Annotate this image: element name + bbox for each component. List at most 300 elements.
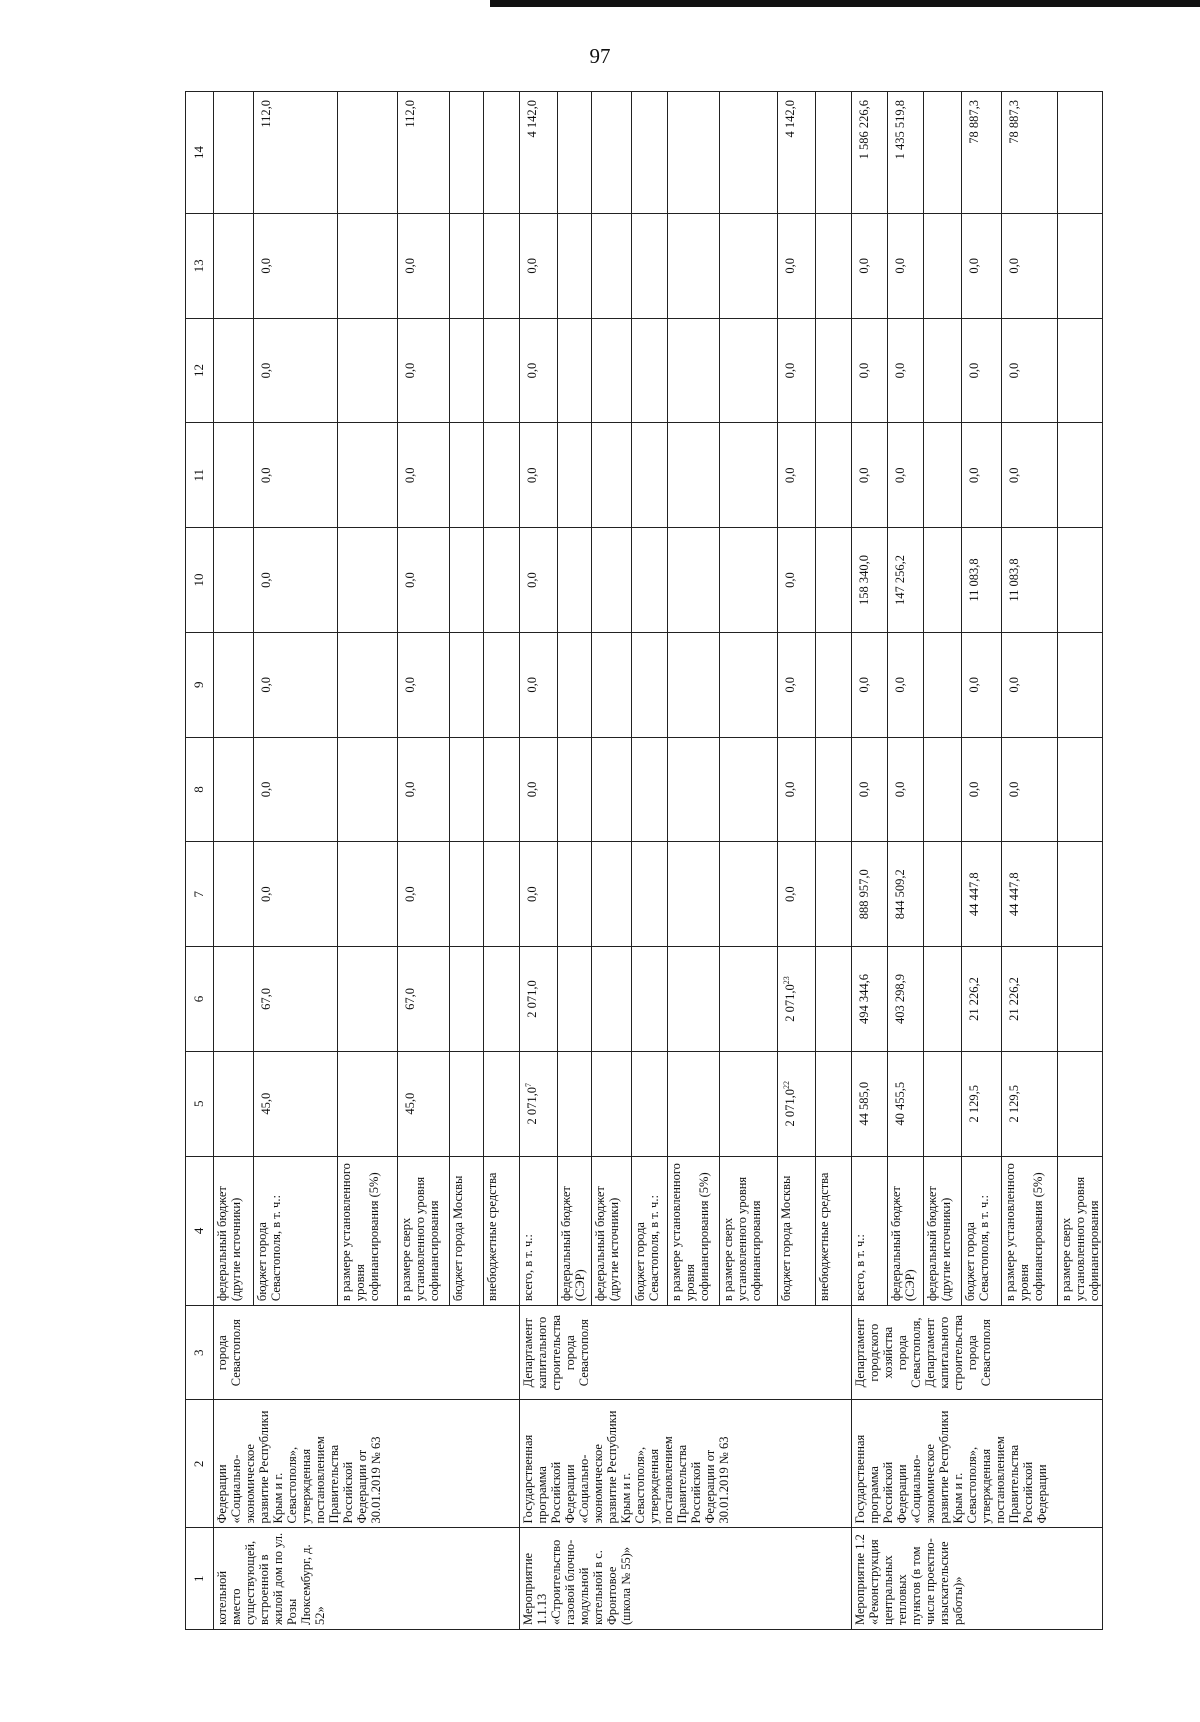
value-cell [632,318,668,423]
value-cell [888,842,924,947]
value-cell [668,1051,720,1156]
value-cell [1058,632,1103,737]
rotated-table-wrapper [185,91,1101,1630]
funding-source-label: всего, в т. ч.: [852,1156,888,1306]
block1-col3-cell: города Севастополя [214,1306,520,1400]
value-cell [1002,632,1058,737]
value-cell [558,1051,592,1156]
value-cell [484,632,520,737]
value-text: 0,0 [893,467,907,484]
value-cell [1058,842,1103,947]
value-cell [962,632,1002,737]
value-text: 888 957,0 [857,869,871,920]
block1-col1-cell: котельной вместо существующей, встроенной в жилой дом по ул. Розы Люксембург, д. 52» [214,1528,520,1630]
value-cell [484,528,520,633]
value-text: 0,0 [857,362,871,379]
value-text: 0,0 [403,676,417,693]
value-text: 2 071,0 [525,1086,540,1125]
value-cell [962,947,1002,1052]
value-text: 0,0 [403,467,417,484]
header-cell: 8 [186,737,214,842]
value-cell [816,947,852,1052]
value-cell [888,1051,924,1156]
value-text: 0,0 [1007,362,1021,379]
value-text: 0,0 [259,781,273,798]
value-text: 78 887,3 [967,100,981,144]
value-cell [1058,213,1103,318]
header-cell: 6 [186,947,214,1052]
value-cell [632,947,668,1052]
value-text: 67,0 [403,988,417,1010]
value-cell [254,842,338,947]
value-cell [398,318,450,423]
value-cell [1002,842,1058,947]
value-cell [214,1051,254,1156]
value-cell [1002,423,1058,528]
value-cell [214,528,254,633]
value-cell [398,947,450,1052]
value-text: 0,0 [525,362,539,379]
value-cell [338,213,398,318]
value-cell [632,632,668,737]
value-text: 0,0 [259,258,273,274]
value-cell [214,318,254,423]
value-cell [558,213,592,318]
value-cell [1002,528,1058,633]
value-cell [924,213,962,318]
funding-source-label: бюджет города Севастополя, в т. ч.: [254,1156,338,1306]
value-cell [778,1051,816,1156]
value-cell [720,423,778,528]
value-cell [214,842,254,947]
value-cell [558,842,592,947]
value-cell [720,947,778,1052]
value-text: 0,0 [783,781,797,798]
value-cell [720,92,778,214]
value-cell [852,842,888,947]
value-cell [668,632,720,737]
value-text: 0,0 [857,676,871,693]
funding-source-label: в размере установленного уровня софинансирования (5%) [668,1156,720,1306]
value-cell [632,423,668,528]
value-cell [962,213,1002,318]
funding-source-label: федеральный бюджет (другие источники) [924,1156,962,1306]
value-cell [450,528,484,633]
page-number: 97 [589,44,611,68]
value-cell [214,423,254,528]
value-cell [778,737,816,842]
value-cell [1058,92,1103,214]
value-cell [398,423,450,528]
value-cell [338,318,398,423]
value-text: 4 142,0 [525,100,539,138]
value-text: 147 256,2 [893,555,907,606]
value-cell [668,213,720,318]
value-cell [852,318,888,423]
value-text: 0,0 [259,362,273,379]
value-cell [214,737,254,842]
funding-source-label: в размере сверх установленного уровня софинансирования [398,1156,450,1306]
value-cell [632,213,668,318]
value-cell [852,213,888,318]
value-cell [484,318,520,423]
value-text: 40 455,5 [893,1081,907,1126]
value-cell [450,1051,484,1156]
value-cell [254,92,338,214]
value-cell [592,737,632,842]
value-text: 0,0 [893,258,907,274]
value-cell [962,528,1002,633]
value-cell [778,318,816,423]
value-cell [924,947,962,1052]
value-cell [778,92,816,214]
value-text: 4 142,0 [783,100,797,138]
value-cell [962,737,1002,842]
funding-source-label: бюджет города Севастополя, в т. ч.: [962,1156,1002,1306]
value-text: 0,0 [967,676,981,693]
value-cell [338,423,398,528]
value-cell [338,92,398,214]
value-text: 11 083,8 [1007,558,1021,602]
funding-source-label: федеральный бюджет (другие источники) [592,1156,632,1306]
value-cell [924,423,962,528]
value-cell [778,632,816,737]
value-text: 0,0 [967,362,981,379]
value-cell [1058,423,1103,528]
value-cell [338,737,398,842]
value-text: 0,0 [783,362,797,379]
value-cell [632,737,668,842]
value-cell [1058,1051,1103,1156]
value-text: 44 447,8 [1007,872,1021,917]
financing-table [185,91,1103,1630]
value-cell [888,632,924,737]
value-cell [484,737,520,842]
value-text: 0,0 [525,572,539,588]
value-cell [778,947,816,1052]
value-text: 0,0 [967,467,981,484]
value-cell [852,632,888,737]
value-cell [592,423,632,528]
block2-col3-cell: Департамент капитального строительства города Севастополя [520,1306,852,1400]
value-cell [592,213,632,318]
value-cell [962,842,1002,947]
value-cell [398,1051,450,1156]
value-text: 1 435 519,8 [893,100,907,160]
value-cell [558,947,592,1052]
value-text: 1 586 226,6 [857,100,871,160]
header-cell: 4 [186,1156,214,1306]
value-cell [520,737,558,842]
value-cell [450,842,484,947]
value-cell [720,737,778,842]
header-cell: 5 [186,1051,214,1156]
value-cell [1058,737,1103,842]
value-text: 0,0 [259,467,273,484]
value-text: 0,0 [967,258,981,274]
value-cell [592,92,632,214]
value-cell [888,528,924,633]
value-cell [254,213,338,318]
value-cell [720,632,778,737]
value-cell [254,737,338,842]
value-cell [520,318,558,423]
value-cell [962,318,1002,423]
header-cell: 13 [186,213,214,318]
value-cell [592,1051,632,1156]
value-cell [398,632,450,737]
value-cell [520,213,558,318]
value-cell [924,632,962,737]
block2-col2-cell: Государственная программа Российской Федерации «Социально-экономическое развитие Республики Крым и г. Севастополя», утвержденная постановлением Правительства Российской Федерации от 30.01.2019 № 63 [520,1400,852,1528]
value-cell [888,737,924,842]
value-text: 21 226,2 [967,977,981,1021]
value-cell [924,737,962,842]
value-cell [888,423,924,528]
funding-source-label: всего, в т. ч.: [520,1156,558,1306]
value-cell [668,737,720,842]
value-text: 0,0 [893,781,907,798]
value-cell [592,947,632,1052]
header-cell: 10 [186,528,214,633]
value-text: 44 447,8 [967,872,981,917]
value-cell [592,528,632,633]
funding-source-label: бюджет города Москвы [450,1156,484,1306]
value-text: 2 071,0 [525,980,539,1018]
value-cell [816,423,852,528]
value-cell [450,737,484,842]
value-cell [1002,947,1058,1052]
value-cell [254,947,338,1052]
value-cell [558,737,592,842]
header-cell: 1 [186,1528,214,1630]
value-cell [398,737,450,842]
value-cell [450,318,484,423]
header-cell: 11 [186,423,214,528]
value-cell [1002,213,1058,318]
value-text: 112,0 [259,100,273,128]
value-text: 494 344,6 [857,973,871,1024]
value-cell [558,423,592,528]
value-cell [924,318,962,423]
block1-col2-cell: Федерации «Социально-экономическое развитие Республики Крым и г. Севастополя», утвержденная постановлением Правительства Российской Федерации от 30.01.2019 № 63 [214,1400,520,1528]
funding-source-label: в размере установленного уровня софинансирования (5%) [1002,1156,1058,1306]
value-cell [888,318,924,423]
value-cell [816,318,852,423]
value-text: 0,0 [259,886,273,903]
value-text: 0,0 [403,362,417,379]
value-cell [1002,1051,1058,1156]
value-cell [816,737,852,842]
value-text: 158 340,0 [857,555,871,606]
value-cell [338,528,398,633]
value-text: 0,0 [403,781,417,798]
value-cell [450,947,484,1052]
value-text: 0,0 [403,572,417,588]
value-cell [720,318,778,423]
value-cell [254,423,338,528]
value-text: 0,0 [783,676,797,693]
value-text: 0,0 [893,676,907,693]
value-cell [852,737,888,842]
value-cell [888,213,924,318]
value-cell [558,92,592,214]
value-cell [924,1051,962,1156]
header-cell: 2 [186,1400,214,1528]
value-cell [720,842,778,947]
value-cell [592,632,632,737]
funding-source-label: в размере установленного уровня софинансирования (5%) [338,1156,398,1306]
value-cell [484,1051,520,1156]
value-cell [592,318,632,423]
funding-source-label: бюджет города Москвы [778,1156,816,1306]
value-cell [398,842,450,947]
funding-source-label: внебюджетные средства [816,1156,852,1306]
value-text: 0,0 [403,258,417,274]
value-cell [1002,737,1058,842]
value-cell [592,842,632,947]
value-text: 11 083,8 [967,558,981,602]
value-text: 2 129,5 [967,1084,981,1123]
value-cell [852,423,888,528]
value-cell [254,528,338,633]
value-text: 0,0 [783,467,797,484]
value-text: 2 071,0 [783,984,798,1022]
header-cell: 9 [186,632,214,737]
value-cell [398,528,450,633]
value-cell [668,947,720,1052]
funding-source-label: федеральный бюджет (СЭР) [558,1156,592,1306]
value-cell [484,92,520,214]
value-cell [962,1051,1002,1156]
value-cell [558,632,592,737]
footnote-marker: 23 [782,976,791,985]
value-cell [962,423,1002,528]
value-text: 2 129,5 [1007,1084,1021,1123]
value-cell [484,947,520,1052]
value-cell [214,213,254,318]
value-cell [816,632,852,737]
funding-source-label: в размере сверх установленного уровня софинансирования [1058,1156,1103,1306]
value-cell [668,842,720,947]
value-cell [398,213,450,318]
value-cell [338,947,398,1052]
block3-col2-cell: Государственная программа Российской Федерации «Социально-экономическое развитие Республики Крым и г. Севастополя», утвержденная постановлением Правительства Российской Федерации [852,1400,1103,1528]
value-text: 403 298,9 [893,973,907,1024]
header-cell: 14 [186,92,214,214]
value-cell [254,632,338,737]
value-cell [852,1051,888,1156]
header-cell: 7 [186,842,214,947]
funding-source-label: бюджет города Севастополя, в т. ч.: [632,1156,668,1306]
funding-source-label: в размере сверх установленного уровня софинансирования [720,1156,778,1306]
value-text: 2 071,0 [783,1088,798,1127]
value-cell [778,842,816,947]
value-text: 0,0 [525,886,539,903]
value-text: 0,0 [967,781,981,798]
value-cell [1002,318,1058,423]
value-cell [632,92,668,214]
value-text: 0,0 [1007,781,1021,798]
value-cell [450,423,484,528]
value-cell [398,92,450,214]
value-cell [520,423,558,528]
value-cell [520,528,558,633]
value-cell [778,528,816,633]
value-cell [852,92,888,214]
value-cell [558,528,592,633]
header-row [186,92,214,1630]
value-cell [778,213,816,318]
value-text: 0,0 [525,258,539,274]
value-text: 0,0 [1007,676,1021,693]
value-cell [484,423,520,528]
value-text: 44 585,0 [857,1081,871,1126]
value-cell [668,318,720,423]
value-cell [338,632,398,737]
value-text: 0,0 [857,258,871,274]
value-cell [962,92,1002,214]
value-cell [888,92,924,214]
value-text: 0,0 [1007,258,1021,274]
value-cell [520,842,558,947]
value-text: 0,0 [525,781,539,798]
table-row [852,92,888,1630]
block2-col1-cell: Мероприятие 1.1.13 «Строительство газовой блочно-модульной котельной в с. Фронтовое (школа № 55)» [520,1528,852,1630]
value-cell [558,318,592,423]
value-cell [214,632,254,737]
value-cell [816,213,852,318]
value-text: 0,0 [259,676,273,693]
header-cell: 3 [186,1306,214,1400]
value-cell [450,213,484,318]
value-cell [668,423,720,528]
value-cell [816,1051,852,1156]
value-cell [720,1051,778,1156]
value-text: 0,0 [783,258,797,274]
value-cell [720,528,778,633]
value-text: 0,0 [857,467,871,484]
value-cell [214,947,254,1052]
footnote-marker: 7 [524,1082,533,1087]
scan-edge-bar [490,0,1200,7]
block3-col1-cell: Мероприятие 1.2 «Реконструкция центральных тепловых пунктов (в том числе проектно-изыскательские работы)» [852,1528,1103,1630]
value-text: 45,0 [259,1092,273,1115]
value-text: 0,0 [893,362,907,379]
value-cell [668,92,720,214]
table-row [520,92,558,1630]
value-cell [484,213,520,318]
value-text: 844 509,2 [893,869,907,920]
value-text: 67,0 [259,988,273,1010]
value-cell [484,842,520,947]
value-text: 0,0 [525,676,539,693]
value-cell [1058,947,1103,1052]
value-cell [520,92,558,214]
value-text: 0,0 [783,572,797,588]
value-cell [816,528,852,633]
value-cell [852,528,888,633]
funding-source-label: внебюджетные средства [484,1156,520,1306]
value-cell [520,632,558,737]
funding-source-label: федеральный бюджет (СЭР) [888,1156,924,1306]
value-text: 0,0 [403,886,417,903]
value-cell [852,947,888,1052]
value-cell [924,528,962,633]
block3-col3-cell: Департамент городского хозяйства города Севастополя, Департамент капитального строительства города Севастополя [852,1306,1103,1400]
value-cell [720,213,778,318]
value-cell [668,528,720,633]
